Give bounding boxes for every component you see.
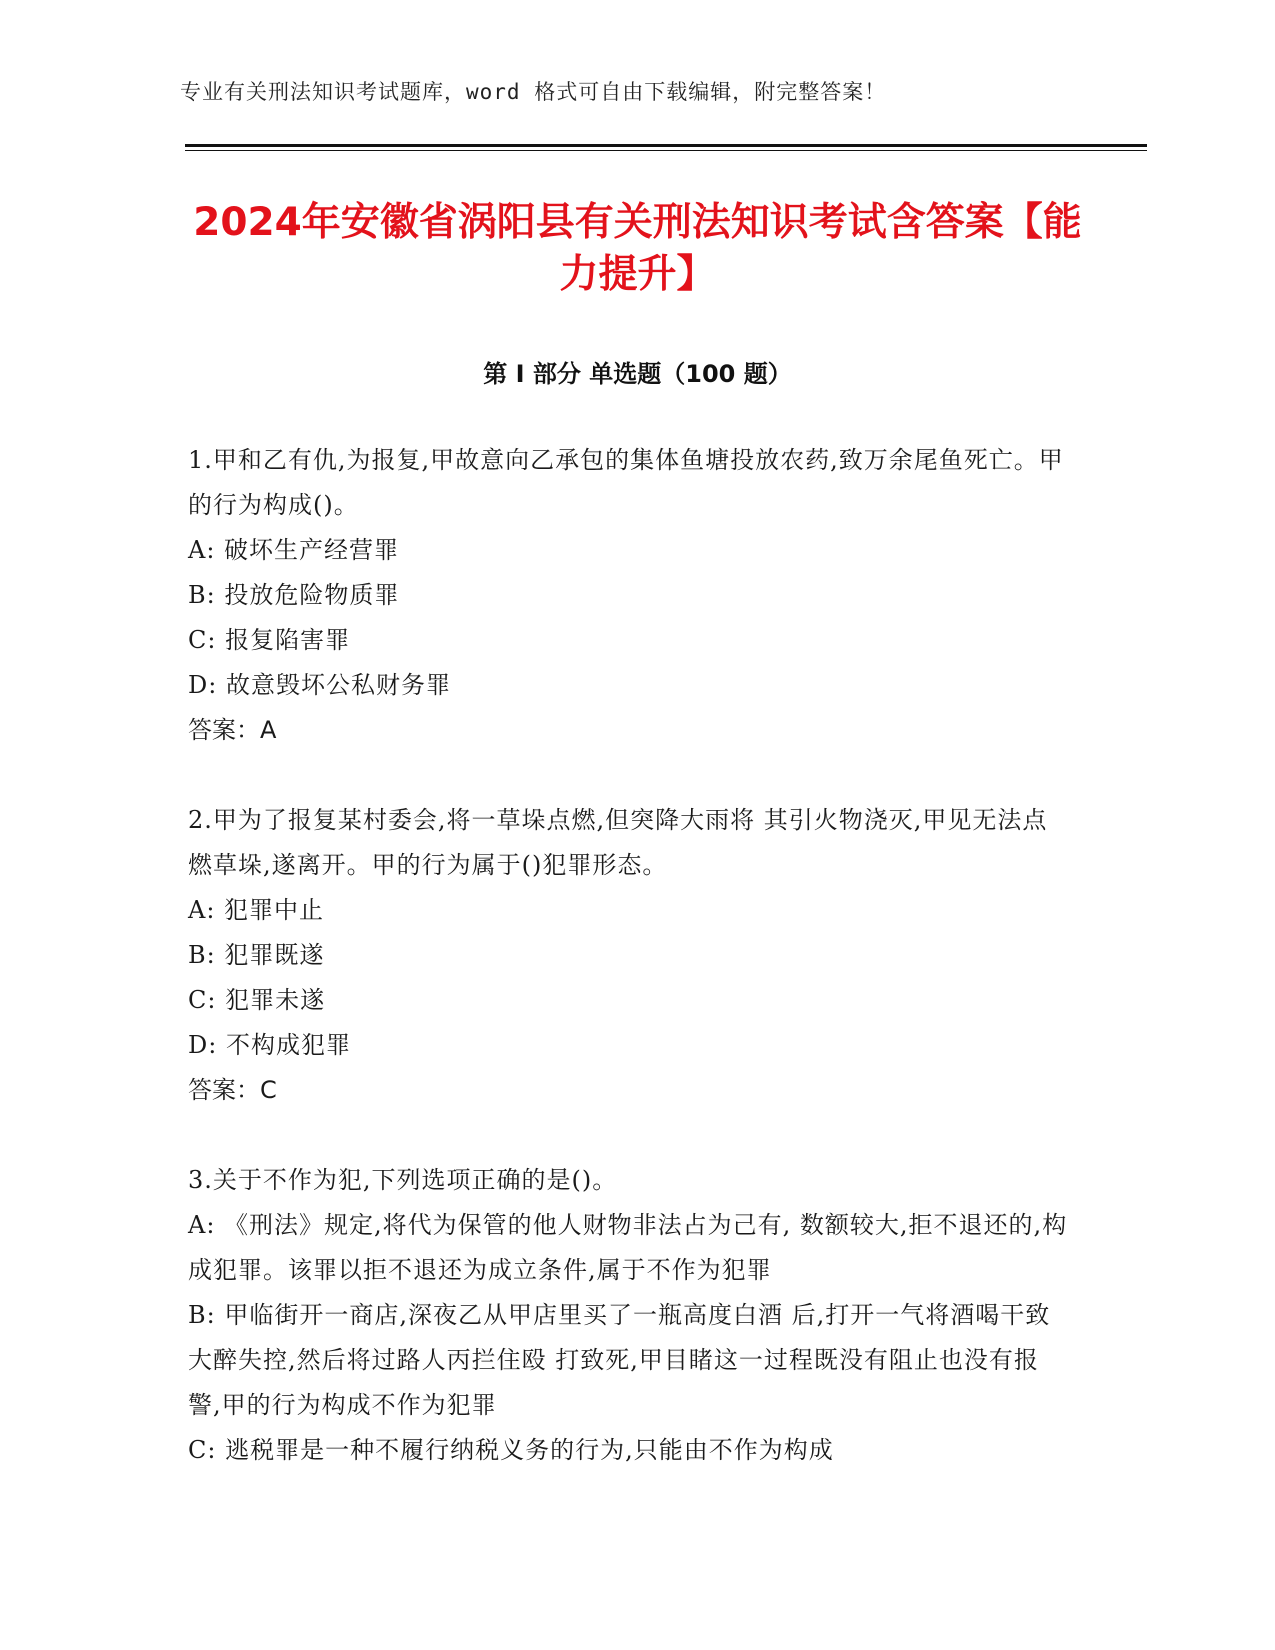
option-b: B: 犯罪既遂 [188,941,325,969]
question-stem: 2.甲为了报复某村委会,将一草垛点燃,但突降大雨将 其引火物浇灭,甲见无法点燃草垛,遂离开。甲的行为属于()犯罪形态。 [188,806,1048,879]
header-rule-thin [185,150,1147,151]
option-c: C: 报复陷害罪 [188,626,351,654]
option-d: D: 故意毁坏公私财务罪 [188,671,451,699]
question-stem: 1.甲和乙有仇,为报复,甲故意向乙承包的集体鱼塘投放农药,致万余尾鱼死亡。甲的行为构成()。 [188,446,1064,519]
question-stem: 3.关于不作为犯,下列选项正确的是()。 [188,1166,618,1194]
question-1 [188,438,1068,753]
option-c: C: 犯罪未遂 [188,986,326,1014]
question-2 [188,798,1068,1113]
option-d: D: 不构成犯罪 [188,1031,351,1059]
header-note: 专业有关刑法知识考试题库，word 格式可自由下载编辑，附完整答案！ [180,80,887,104]
option-b: B: 甲临街开一商店,深夜乙从甲店里买了一瓶高度白酒 后,打开一气将酒喝干致大醉失控,然后将过路人丙拦住殴 打致死,甲目睹这一过程既没有阻止也没有报警,甲的行为构成不作为犯罪 [188,1301,1051,1419]
option-c: C: 逃税罪是一种不履行纳税义务的行为,只能由不作为构成 [188,1436,834,1464]
header-rule-thick [185,144,1147,147]
document-title: 2024年安徽省涡阳县有关刑法知识考试含答案【能力提升】 [193,200,1082,297]
option-b: B: 投放危险物质罪 [188,581,400,609]
option-a: A: 犯罪中止 [188,896,325,924]
option-a: A: 《刑法》规定,将代为保管的他人财物非法占为己有, 数额较大,拒不退还的,构成犯罪。该罪以拒不退还为成立条件,属于不作为犯罪 [188,1211,1068,1284]
answer-line: 答案：A [188,716,277,744]
question-list [188,438,1068,1518]
answer-line: 答案：C [188,1076,277,1104]
question-3 [188,1158,1068,1473]
option-a: A: 破坏生产经营罪 [188,536,400,564]
section-heading: 第 I 部分 单选题（100 题） [483,360,792,388]
